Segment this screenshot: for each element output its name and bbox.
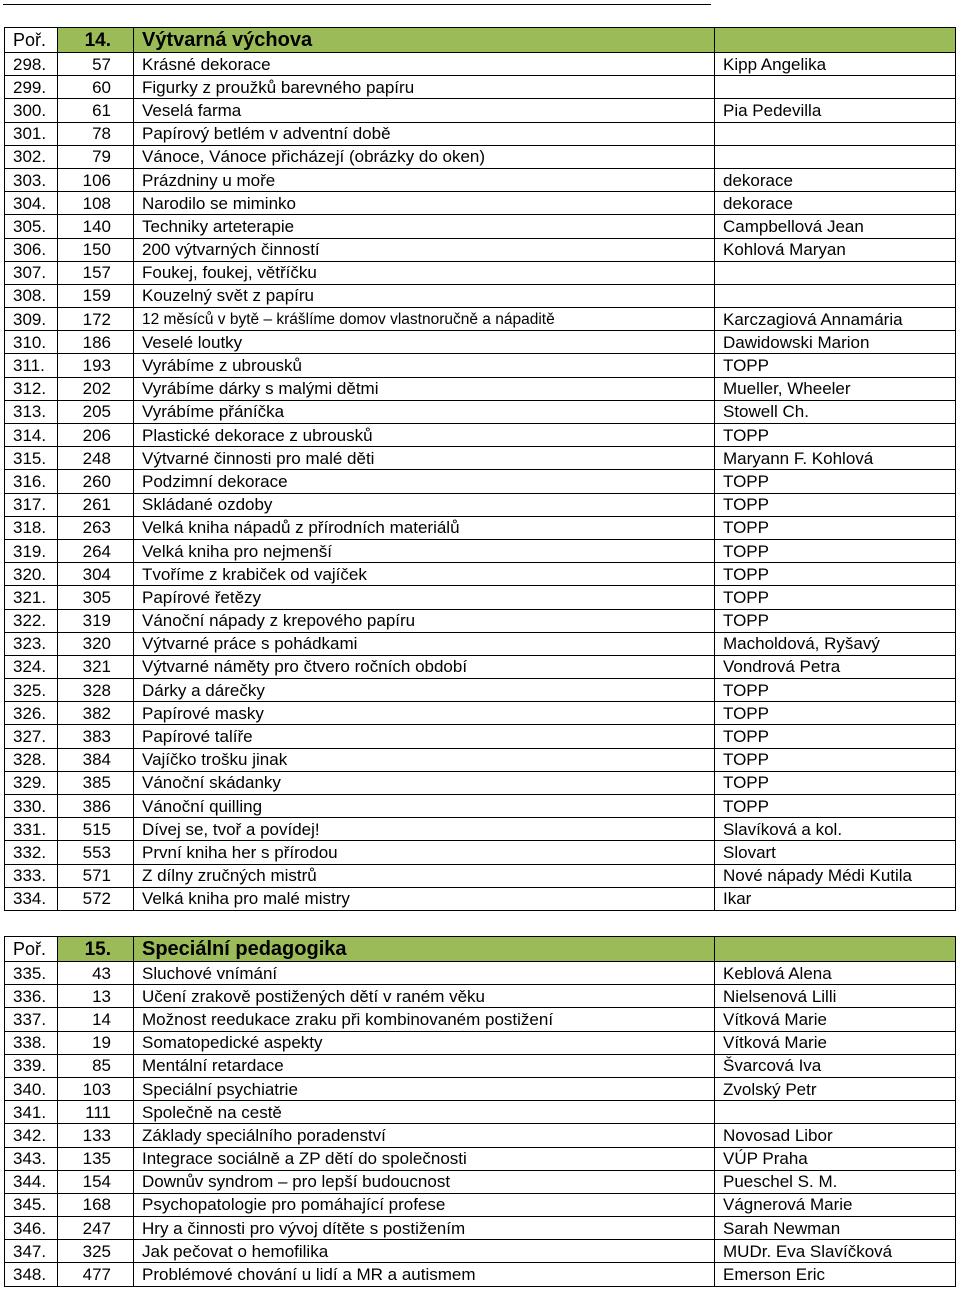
row-author: Nielsenová Lilli: [715, 985, 956, 1008]
row-number: 57: [58, 53, 134, 76]
table-row: [5, 679, 956, 702]
row-title: Sluchové vnímání: [134, 962, 715, 985]
row-title: Plastické dekorace z ubrousků: [134, 424, 715, 447]
row-number: 260: [58, 470, 134, 493]
table-row: [5, 887, 956, 910]
row-order: 329.: [5, 771, 58, 794]
table-row: [5, 238, 956, 261]
row-order: 320.: [5, 563, 58, 586]
row-author: TOPP: [715, 424, 956, 447]
book-table: [4, 27, 956, 911]
section-number: 14.: [58, 28, 134, 53]
row-number: 305: [58, 586, 134, 609]
table-row: [5, 1124, 956, 1147]
row-number: 382: [58, 702, 134, 725]
row-title: Výtvarné práce s pohádkami: [134, 632, 715, 655]
row-author: Dawidowski Marion: [715, 331, 956, 354]
row-author: Maryann F. Kohlová: [715, 447, 956, 470]
table-row: [5, 516, 956, 539]
row-number: 19: [58, 1031, 134, 1054]
row-title: Kouzelný svět z papíru: [134, 284, 715, 307]
row-author: [715, 122, 956, 145]
row-order: 330.: [5, 795, 58, 818]
row-order: 321.: [5, 586, 58, 609]
table-row: [5, 1077, 956, 1100]
row-title: Vánoční nápady z krepového papíru: [134, 609, 715, 632]
row-number: 133: [58, 1124, 134, 1147]
row-number: 572: [58, 887, 134, 910]
row-title: 12 měsíců v bytě – krášlíme domov vlastnoručně a nápaditě: [134, 308, 715, 331]
row-order: 337.: [5, 1008, 58, 1031]
row-title: Techniky arteterapie: [134, 215, 715, 238]
row-author: TOPP: [715, 493, 956, 516]
row-author: Slavíková a kol.: [715, 818, 956, 841]
row-author: Pueschel S. M.: [715, 1170, 956, 1193]
row-title: Speciální psychiatrie: [134, 1077, 715, 1100]
row-author: TOPP: [715, 563, 956, 586]
row-title: Prázdniny u moře: [134, 168, 715, 191]
row-title: Výtvarné náměty pro čtvero ročních období: [134, 655, 715, 678]
row-title: Základy speciálního poradenství: [134, 1124, 715, 1147]
table-row: [5, 1054, 956, 1077]
row-order: 300.: [5, 99, 58, 122]
row-number: 248: [58, 447, 134, 470]
table-row: [5, 308, 956, 331]
table-row: [5, 53, 956, 76]
table-row: [5, 818, 956, 841]
row-title: Foukej, foukej, větříčku: [134, 261, 715, 284]
table-row: [5, 331, 956, 354]
row-order: 325.: [5, 679, 58, 702]
row-number: 154: [58, 1170, 134, 1193]
row-number: 103: [58, 1077, 134, 1100]
row-order: 305.: [5, 215, 58, 238]
table-row: [5, 962, 956, 985]
row-number: 60: [58, 76, 134, 99]
row-title: Vánoce, Vánoce přicházejí (obrázky do oken): [134, 145, 715, 168]
row-order: 339.: [5, 1054, 58, 1077]
table-row: [5, 771, 956, 794]
row-order: 303.: [5, 168, 58, 191]
row-author: Kipp Angelika: [715, 53, 956, 76]
row-author: TOPP: [715, 771, 956, 794]
row-author: TOPP: [715, 586, 956, 609]
row-title: Velká kniha nápadů z přírodních materiálů: [134, 516, 715, 539]
header-author: [715, 28, 956, 53]
book-table: [4, 936, 956, 1287]
table-row: [5, 377, 956, 400]
row-order: 317.: [5, 493, 58, 516]
row-number: 78: [58, 122, 134, 145]
row-order: 335.: [5, 962, 58, 985]
table-row: [5, 354, 956, 377]
table-row: [5, 1031, 956, 1054]
row-order: 334.: [5, 887, 58, 910]
row-number: 43: [58, 962, 134, 985]
row-order: 315.: [5, 447, 58, 470]
row-number: 320: [58, 632, 134, 655]
row-number: 247: [58, 1217, 134, 1240]
row-title: Podzimní dekorace: [134, 470, 715, 493]
row-title: Možnost reedukace zraku při kombinovaném postižení: [134, 1008, 715, 1031]
row-number: 383: [58, 725, 134, 748]
row-title: Veselá farma: [134, 99, 715, 122]
row-order: 346.: [5, 1217, 58, 1240]
row-title: Učení zrakově postižených dětí v raném věku: [134, 985, 715, 1008]
row-author: Vágnerová Marie: [715, 1193, 956, 1216]
row-number: 386: [58, 795, 134, 818]
row-title: Mentální retardace: [134, 1054, 715, 1077]
row-order: 343.: [5, 1147, 58, 1170]
row-author: Emerson Eric: [715, 1263, 956, 1286]
row-title: Problémové chování u lidí a MR a autismem: [134, 1263, 715, 1286]
row-title: Výtvarné činnosti pro malé děti: [134, 447, 715, 470]
section-specialni-pedagogika: [4, 936, 955, 1287]
table-row: [5, 76, 956, 99]
table-row: [5, 424, 956, 447]
row-title: První kniha her s přírodou: [134, 841, 715, 864]
table-row: [5, 1101, 956, 1124]
row-title: Hry a činnosti pro vývoj dítěte s postižením: [134, 1217, 715, 1240]
row-title: Vyrábíme z ubrousků: [134, 354, 715, 377]
row-author: TOPP: [715, 795, 956, 818]
row-number: 261: [58, 493, 134, 516]
row-number: 264: [58, 539, 134, 562]
table-row: [5, 122, 956, 145]
row-author: Švarcová Iva: [715, 1054, 956, 1077]
table-row: [5, 1217, 956, 1240]
row-number: 168: [58, 1193, 134, 1216]
table-row: [5, 725, 956, 748]
row-order: 299.: [5, 76, 58, 99]
row-title: Krásné dekorace: [134, 53, 715, 76]
row-author: Vítková Marie: [715, 1008, 956, 1031]
row-number: 553: [58, 841, 134, 864]
row-title: Papírové masky: [134, 702, 715, 725]
table-row: [5, 470, 956, 493]
row-author: TOPP: [715, 725, 956, 748]
header-author: [715, 937, 956, 962]
row-order: 301.: [5, 122, 58, 145]
row-number: 477: [58, 1263, 134, 1286]
row-order: 327.: [5, 725, 58, 748]
row-number: 571: [58, 864, 134, 887]
table-row: [5, 1147, 956, 1170]
row-order: 344.: [5, 1170, 58, 1193]
table-row: [5, 168, 956, 191]
row-author: Kohlová Maryan: [715, 238, 956, 261]
row-title: Integrace sociálně a ZP dětí do společnosti: [134, 1147, 715, 1170]
table-row: [5, 192, 956, 215]
row-number: 61: [58, 99, 134, 122]
row-title: Velká kniha pro malé mistry: [134, 887, 715, 910]
row-order: 341.: [5, 1101, 58, 1124]
section-title: Výtvarná výchova: [134, 28, 715, 53]
row-author: TOPP: [715, 354, 956, 377]
row-title: Vánoční skádanky: [134, 771, 715, 794]
row-author: TOPP: [715, 679, 956, 702]
row-order: 348.: [5, 1263, 58, 1286]
row-number: 108: [58, 192, 134, 215]
row-number: 384: [58, 748, 134, 771]
row-order: 307.: [5, 261, 58, 284]
row-order: 332.: [5, 841, 58, 864]
row-author: VÚP Praha: [715, 1147, 956, 1170]
section-title: Speciální pedagogika: [134, 937, 715, 962]
row-author: [715, 284, 956, 307]
row-title: Velká kniha pro nejmenší: [134, 539, 715, 562]
row-number: 85: [58, 1054, 134, 1077]
row-title: Figurky z proužků barevného papíru: [134, 76, 715, 99]
row-order: 316.: [5, 470, 58, 493]
row-order: 310.: [5, 331, 58, 354]
table-row: [5, 795, 956, 818]
row-number: 140: [58, 215, 134, 238]
row-order: 322.: [5, 609, 58, 632]
row-author: [715, 261, 956, 284]
row-number: 304: [58, 563, 134, 586]
row-order: 336.: [5, 985, 58, 1008]
section-header-row: [5, 28, 956, 53]
row-order: 309.: [5, 308, 58, 331]
row-number: 106: [58, 168, 134, 191]
row-number: 385: [58, 771, 134, 794]
row-author: Pia Pedevilla: [715, 99, 956, 122]
row-author: Slovart: [715, 841, 956, 864]
row-author: MUDr. Eva Slavíčková: [715, 1240, 956, 1263]
row-order: 342.: [5, 1124, 58, 1147]
row-order: 331.: [5, 818, 58, 841]
row-author: [715, 76, 956, 99]
table-row: [5, 586, 956, 609]
row-title: Papírový betlém v adventní době: [134, 122, 715, 145]
section-vytvarna-vychova: [4, 27, 955, 911]
row-number: 13: [58, 985, 134, 1008]
row-order: 302.: [5, 145, 58, 168]
row-order: 347.: [5, 1240, 58, 1263]
row-order: 323.: [5, 632, 58, 655]
row-title: Vyrábíme přáníčka: [134, 400, 715, 423]
table-row: [5, 215, 956, 238]
row-number: 328: [58, 679, 134, 702]
header-label: Poř.: [5, 937, 58, 962]
table-row: [5, 145, 956, 168]
row-author: Karczagiová Annamária: [715, 308, 956, 331]
row-author: dekorace: [715, 168, 956, 191]
row-author: TOPP: [715, 609, 956, 632]
row-title: Narodilo se miminko: [134, 192, 715, 215]
row-number: 202: [58, 377, 134, 400]
row-number: 319: [58, 609, 134, 632]
row-number: 205: [58, 400, 134, 423]
table-row: [5, 284, 956, 307]
row-order: 340.: [5, 1077, 58, 1100]
table-row: [5, 841, 956, 864]
row-author: Ikar: [715, 887, 956, 910]
table-row: [5, 609, 956, 632]
row-title: Jak pečovat o hemofilika: [134, 1240, 715, 1263]
row-author: Mueller, Wheeler: [715, 377, 956, 400]
table-row: [5, 702, 956, 725]
row-number: 325: [58, 1240, 134, 1263]
table-row: [5, 864, 956, 887]
table-row: [5, 99, 956, 122]
row-title: Veselé loutky: [134, 331, 715, 354]
row-author: Sarah Newman: [715, 1217, 956, 1240]
table-row: [5, 539, 956, 562]
row-number: 150: [58, 238, 134, 261]
table-row: [5, 1008, 956, 1031]
table-row: [5, 400, 956, 423]
row-title: Psychopatologie pro pomáhající profese: [134, 1193, 715, 1216]
row-number: 14: [58, 1008, 134, 1031]
row-order: 328.: [5, 748, 58, 771]
row-number: 321: [58, 655, 134, 678]
row-author: TOPP: [715, 516, 956, 539]
row-number: 159: [58, 284, 134, 307]
row-title: Papírové talíře: [134, 725, 715, 748]
table-row: [5, 261, 956, 284]
section-header-row: [5, 937, 956, 962]
row-title: Tvoříme z krabiček od vajíček: [134, 563, 715, 586]
table-row: [5, 632, 956, 655]
top-rule: [3, 4, 711, 5]
row-title: Somatopedické aspekty: [134, 1031, 715, 1054]
row-title: Společně na cestě: [134, 1101, 715, 1124]
row-title: Vánoční quilling: [134, 795, 715, 818]
row-order: 312.: [5, 377, 58, 400]
row-number: 135: [58, 1147, 134, 1170]
row-order: 324.: [5, 655, 58, 678]
row-author: Stowell Ch.: [715, 400, 956, 423]
row-title: Z dílny zručných mistrů: [134, 864, 715, 887]
row-order: 308.: [5, 284, 58, 307]
row-number: 263: [58, 516, 134, 539]
row-title: Vajíčko trošku jinak: [134, 748, 715, 771]
row-order: 304.: [5, 192, 58, 215]
row-number: 79: [58, 145, 134, 168]
row-order: 338.: [5, 1031, 58, 1054]
row-title: 200 výtvarných činností: [134, 238, 715, 261]
row-author: TOPP: [715, 702, 956, 725]
table-row: [5, 493, 956, 516]
table-row: [5, 1240, 956, 1263]
row-title: Dívej se, tvoř a povídej!: [134, 818, 715, 841]
row-order: 298.: [5, 53, 58, 76]
table-row: [5, 1170, 956, 1193]
row-order: 333.: [5, 864, 58, 887]
row-order: 306.: [5, 238, 58, 261]
row-number: 206: [58, 424, 134, 447]
row-author: TOPP: [715, 470, 956, 493]
row-title: Vyrábíme dárky s malými dětmi: [134, 377, 715, 400]
row-author: Campbellová Jean: [715, 215, 956, 238]
row-number: 111: [58, 1101, 134, 1124]
row-order: 313.: [5, 400, 58, 423]
row-title: Dárky a dárečky: [134, 679, 715, 702]
row-author: Zvolský Petr: [715, 1077, 956, 1100]
row-number: 172: [58, 308, 134, 331]
row-author: Vítková Marie: [715, 1031, 956, 1054]
header-label: Poř.: [5, 28, 58, 53]
row-author: [715, 145, 956, 168]
section-number: 15.: [58, 937, 134, 962]
row-author: Macholdová, Ryšavý: [715, 632, 956, 655]
row-order: 318.: [5, 516, 58, 539]
row-number: 515: [58, 818, 134, 841]
row-author: TOPP: [715, 539, 956, 562]
row-number: 193: [58, 354, 134, 377]
table-row: [5, 748, 956, 771]
row-title: Downův syndrom – pro lepší budoucnost: [134, 1170, 715, 1193]
row-order: 345.: [5, 1193, 58, 1216]
row-order: 311.: [5, 354, 58, 377]
row-author: Nové nápady Médi Kutila: [715, 864, 956, 887]
row-number: 186: [58, 331, 134, 354]
row-author: TOPP: [715, 748, 956, 771]
row-title: Skládané ozdoby: [134, 493, 715, 516]
row-author: [715, 1101, 956, 1124]
table-row: [5, 447, 956, 470]
table-row: [5, 1193, 956, 1216]
table-row: [5, 1263, 956, 1286]
row-author: Vondrová Petra: [715, 655, 956, 678]
row-order: 326.: [5, 702, 58, 725]
row-title: Papírové řetězy: [134, 586, 715, 609]
row-order: 319.: [5, 539, 58, 562]
table-row: [5, 655, 956, 678]
row-author: dekorace: [715, 192, 956, 215]
row-author: Keblová Alena: [715, 962, 956, 985]
row-order: 314.: [5, 424, 58, 447]
table-row: [5, 563, 956, 586]
row-number: 157: [58, 261, 134, 284]
row-author: Novosad Libor: [715, 1124, 956, 1147]
table-row: [5, 985, 956, 1008]
